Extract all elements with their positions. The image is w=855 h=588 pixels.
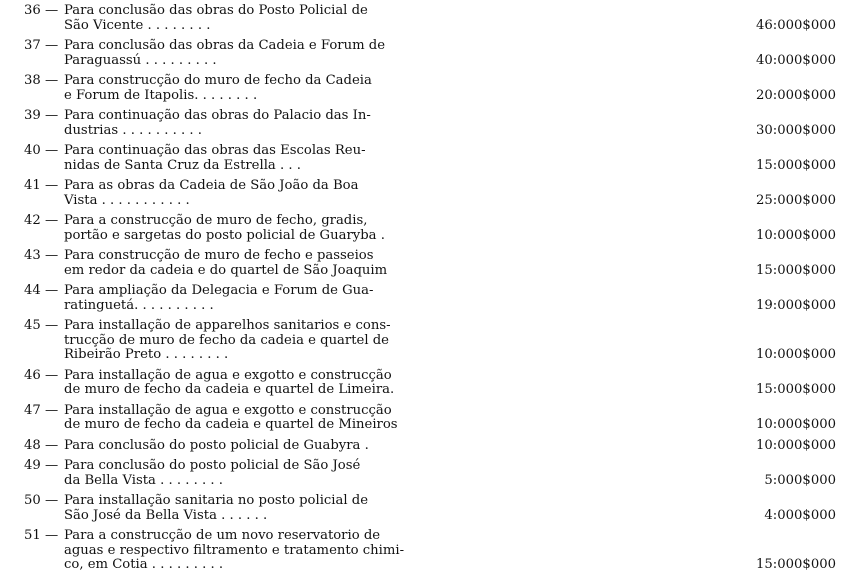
entry-amount: 10:000$000 [756, 417, 836, 432]
entry-description [64, 439, 434, 454]
entry-line: Para a construcção de muro de fecho, gradis, [64, 213, 368, 228]
budget-entries-list [24, 4, 844, 579]
entry-number: 37 — [24, 38, 59, 53]
entry-line: Para construcção do muro de fecho da Cadeia [64, 73, 372, 88]
entry-line: co, em Cotia . . . . . . . . . [64, 557, 224, 572]
entry-line: Para installação sanitaria no posto policial de [64, 493, 369, 508]
entry-line: Para conclusão das obras da Cadeia e Forum de [64, 38, 386, 53]
entry-number: 39 — [24, 108, 59, 123]
entry-text [24, 144, 434, 173]
entry-line: Vista . . . . . . . . . . . [64, 192, 190, 208]
entry-amount: 15:000$000 [756, 262, 836, 278]
budget-entry-41 [24, 179, 844, 208]
entry-amount: 10:000$000 [756, 227, 836, 243]
entry-line: São José da Bella Vista . . . . . . [64, 507, 268, 523]
entry-description [64, 249, 434, 278]
budget-entry-40 [24, 144, 844, 173]
entry-amount: 15:000$000 [756, 382, 836, 397]
entry-line: Para ampliação da Delegacia e Forum de Gua- [64, 283, 374, 298]
entry-number: 48 — [24, 437, 59, 453]
entry-description [64, 494, 434, 523]
entry-amount: 46:000$000 [756, 17, 836, 33]
entry-amount: 25:000$000 [756, 192, 836, 208]
budget-entry-47 [24, 404, 844, 433]
entry-number: 46 — [24, 367, 59, 383]
entry-line: Para conclusão do posto policial de Guabyra . [64, 437, 369, 453]
entry-text [24, 284, 434, 313]
entry-description [64, 284, 434, 313]
entry-description [64, 179, 434, 208]
entry-description [64, 214, 434, 243]
entry-line: Para construcção de muro de fecho e passeios [64, 248, 374, 263]
entry-amount: 15:000$000 [756, 157, 836, 173]
budget-entry-42 [24, 214, 844, 243]
budget-entry-46 [24, 369, 844, 398]
entry-description [64, 144, 434, 173]
entry-number: 44 — [24, 283, 59, 298]
entry-line: Para installação de agua e exgotto e construcção [64, 402, 392, 418]
budget-entry-50 [24, 494, 844, 523]
entry-line: aguas e respectivo filtramento e tratamento chimi- [64, 542, 405, 558]
budget-entry-51 [24, 529, 844, 573]
entry-number: 38 — [24, 73, 59, 88]
entry-line: e Forum de Itapolis. . . . . . . . [64, 87, 258, 103]
entry-line: da Bella Vista . . . . . . . . [64, 472, 223, 488]
entry-line: Para a construcção de um novo reservatorio de [64, 528, 381, 543]
entry-line: Para installação de apparelhos sanitarios e cons- [64, 318, 391, 333]
entry-line: Para conclusão das obras do Posto Policial de [64, 3, 368, 18]
budget-entry-39 [24, 109, 844, 138]
entry-text [24, 404, 434, 433]
entry-number: 40 — [24, 143, 59, 158]
budget-entry-37 [24, 39, 844, 68]
entry-line: trucção de muro de fecho da cadeia e quartel de [64, 332, 389, 348]
entry-line: nidas de Santa Cruz da Estrella . . . [64, 157, 301, 173]
entry-number: 49 — [24, 458, 59, 473]
entry-number: 45 — [24, 318, 59, 333]
entry-description [64, 39, 434, 68]
budget-entry-44 [24, 284, 844, 313]
entry-line: Para as obras da Cadeia de São João da Boa [64, 178, 359, 193]
entry-text [24, 39, 434, 68]
entry-description [64, 459, 434, 488]
entry-description [64, 369, 434, 398]
entry-description [64, 319, 434, 363]
entry-text [24, 74, 434, 103]
entry-description [64, 529, 434, 573]
entry-text [24, 439, 434, 454]
entry-description [64, 109, 434, 138]
entry-text [24, 179, 434, 208]
entry-text [24, 4, 434, 33]
entry-text [24, 109, 434, 138]
entry-amount: 10:000$000 [756, 347, 836, 362]
entry-line: ratinguetá. . . . . . . . . . [64, 297, 214, 313]
entry-number: 42 — [24, 213, 59, 228]
entry-text [24, 529, 434, 573]
entry-line: Para conclusão do posto policial de São José [64, 458, 361, 473]
entry-amount: 19:000$000 [756, 297, 836, 313]
entry-text [24, 494, 434, 523]
entry-amount: 15:000$000 [756, 557, 836, 572]
entry-number: 50 — [24, 493, 59, 508]
entry-line: Para installação de agua e exgotto e construcção [64, 367, 392, 383]
entry-line: dustrias . . . . . . . . . . [64, 122, 202, 138]
entry-line: portão e sargetas do posto policial de Guaryba . [64, 227, 385, 243]
budget-entry-43 [24, 249, 844, 278]
entry-line: Ribeirão Preto . . . . . . . . [64, 347, 229, 362]
entry-description [64, 4, 434, 33]
entry-number: 43 — [24, 248, 59, 263]
budget-entry-45 [24, 319, 844, 363]
entry-line: Para continuação das obras do Palacio das In- [64, 108, 371, 123]
entry-amount: 20:000$000 [756, 87, 836, 103]
entry-text [24, 214, 434, 243]
entry-text [24, 249, 434, 278]
entry-amount: 10:000$000 [756, 437, 836, 453]
entry-number: 51 — [24, 528, 59, 543]
entry-line: São Vicente . . . . . . . . [64, 17, 211, 33]
budget-entry-38 [24, 74, 844, 103]
entry-text [24, 459, 434, 488]
entry-amount: 5:000$000 [764, 472, 836, 488]
entry-description [64, 404, 434, 433]
entry-line: de muro de fecho da cadeia e quartel de Limeira. [64, 382, 395, 397]
entry-number: 36 — [24, 3, 59, 18]
entry-line: de muro de fecho da cadeia e quartel de Mineiros [64, 417, 398, 432]
budget-entry-48 [24, 439, 844, 454]
entry-line: Para continuação das obras das Escolas Reu- [64, 143, 366, 158]
entry-description [64, 74, 434, 103]
entry-number: 47 — [24, 402, 59, 418]
budget-entry-49 [24, 459, 844, 488]
entry-amount: 4:000$000 [764, 507, 836, 523]
entry-amount: 30:000$000 [756, 122, 836, 138]
entry-number: 41 — [24, 178, 59, 193]
entry-line: em redor da cadeia e do quartel de São Joaquim [64, 262, 388, 278]
budget-entry-36 [24, 4, 844, 33]
entry-amount: 40:000$000 [756, 52, 836, 68]
entry-text [24, 369, 434, 398]
entry-text [24, 319, 434, 363]
entry-line: Paraguassú . . . . . . . . . [64, 52, 217, 68]
